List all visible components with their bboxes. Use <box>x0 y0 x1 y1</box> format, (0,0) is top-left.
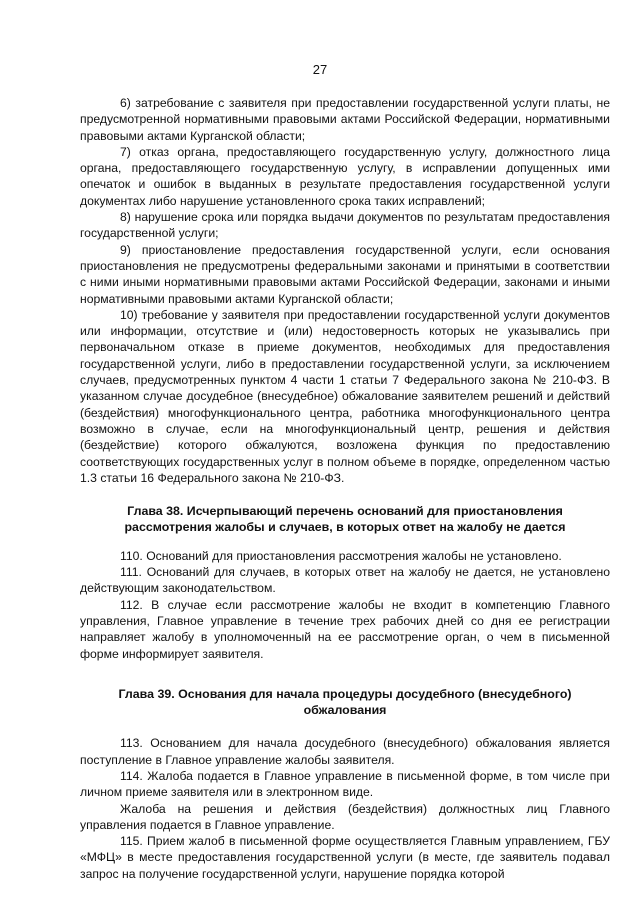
paragraph-115: 115. Прием жалоб в письменной форме осуществляется Главным управлением, ГБУ «МФЦ» в месте предоставления государственной услуги (в месте, где заявитель подавал запрос на получение государственной услуги, нарушение порядка которой <box>80 834 610 881</box>
page-number: 27 <box>312 62 328 77</box>
list-item-8: 8) нарушение срока или порядка выдачи документов по результатам предоставления государственной услуги; <box>80 210 610 241</box>
paragraph-112: 112. В случае если рассмотрение жалобы не входит в компетенцию Главного управления, Главное управление в течение трех рабочих дней со дня ее регистрации направляет жалобу в уполномоченный на ее рассмотрение орган, о чем в письменной форме информирует заявителя. <box>80 597 610 661</box>
page-content <box>80 95 610 882</box>
paragraph-111: 111. Оснований для случаев, в которых ответ на жалобу не дается, не установлено действующим законодательством. <box>80 565 610 596</box>
paragraph-114: 114. Жалоба подается в Главное управление в письменной форме, в том числе при личном приеме заявителя или в электронном виде. <box>80 768 610 800</box>
chapter-38-heading: Глава 38. Исчерпывающий перечень оснований для приостановления рассмотрения жалобы и случаев, в которых ответ на жалобу не дается <box>124 504 566 535</box>
list-item-6: 6) затребование с заявителя при предоставлении государственной услуги платы, не предусмотренной нормативными правовыми актами Российской Федерации, нормативными правовыми актами Курганской области; <box>80 96 610 143</box>
list-item-10: 10) требование у заявителя при предоставлении государственной услуги документов или информации, отсутствие и (или) недостоверность которых не указывались при первоначальном отказе в приеме документов, необходимых для предоставления государственной услуги, либо в предоставлении государственной услуги, за исключением случаев, предусмотренных пунктом 4 части 1 статьи 7 Федерального закона № 210-ФЗ. В указанном случае досудебное (внесудебное) обжалование заявителем решений и действий (бездействия) многофункционального центра, работника многофункционального центра возможно в случае, если на многофункциональный центр, решения и действия (бездействие) которого обжалуются, возложена функция по предоставлению соответствующих государственных услуг в полном объеме в порядке, определенном частью 1.3 статьи 16 Федерального закона № 210-ФЗ. <box>80 307 610 485</box>
chapter-39-heading: Глава 39. Основания для начала процедуры досудебного (внесудебного) обжалования <box>118 686 572 718</box>
list-item-9: 9) приостановление предоставления государственной услуги, если основания приостановления не предусмотрены федеральными законами и принятыми в соответствии с ними иными нормативными правовыми актами Российской Федерации, законами и иными нормативными правовыми актами Курганской области; <box>80 242 610 306</box>
list-item-7: 7) отказ органа, предоставляющего государственную услугу, должностного лица органа, предоставляющего государственную услугу, в исправлении допущенных ими опечаток и ошибок в выданных в результате предоставления государственной услуги документах либо нарушение установленного срока таких исправлений; <box>80 144 610 208</box>
paragraph-113: 113. Основанием для начала досудебного (внесудебного) обжалования является поступление в Главное управление жалобы заявителя. <box>80 736 610 767</box>
paragraph-110: 110. Оснований для приостановления рассмотрения жалобы не установлено. <box>120 548 562 563</box>
paragraph-114-continued: Жалоба на решения и действия (бездействия) должностных лиц Главного управления подается в Главное управление. <box>80 801 610 832</box>
